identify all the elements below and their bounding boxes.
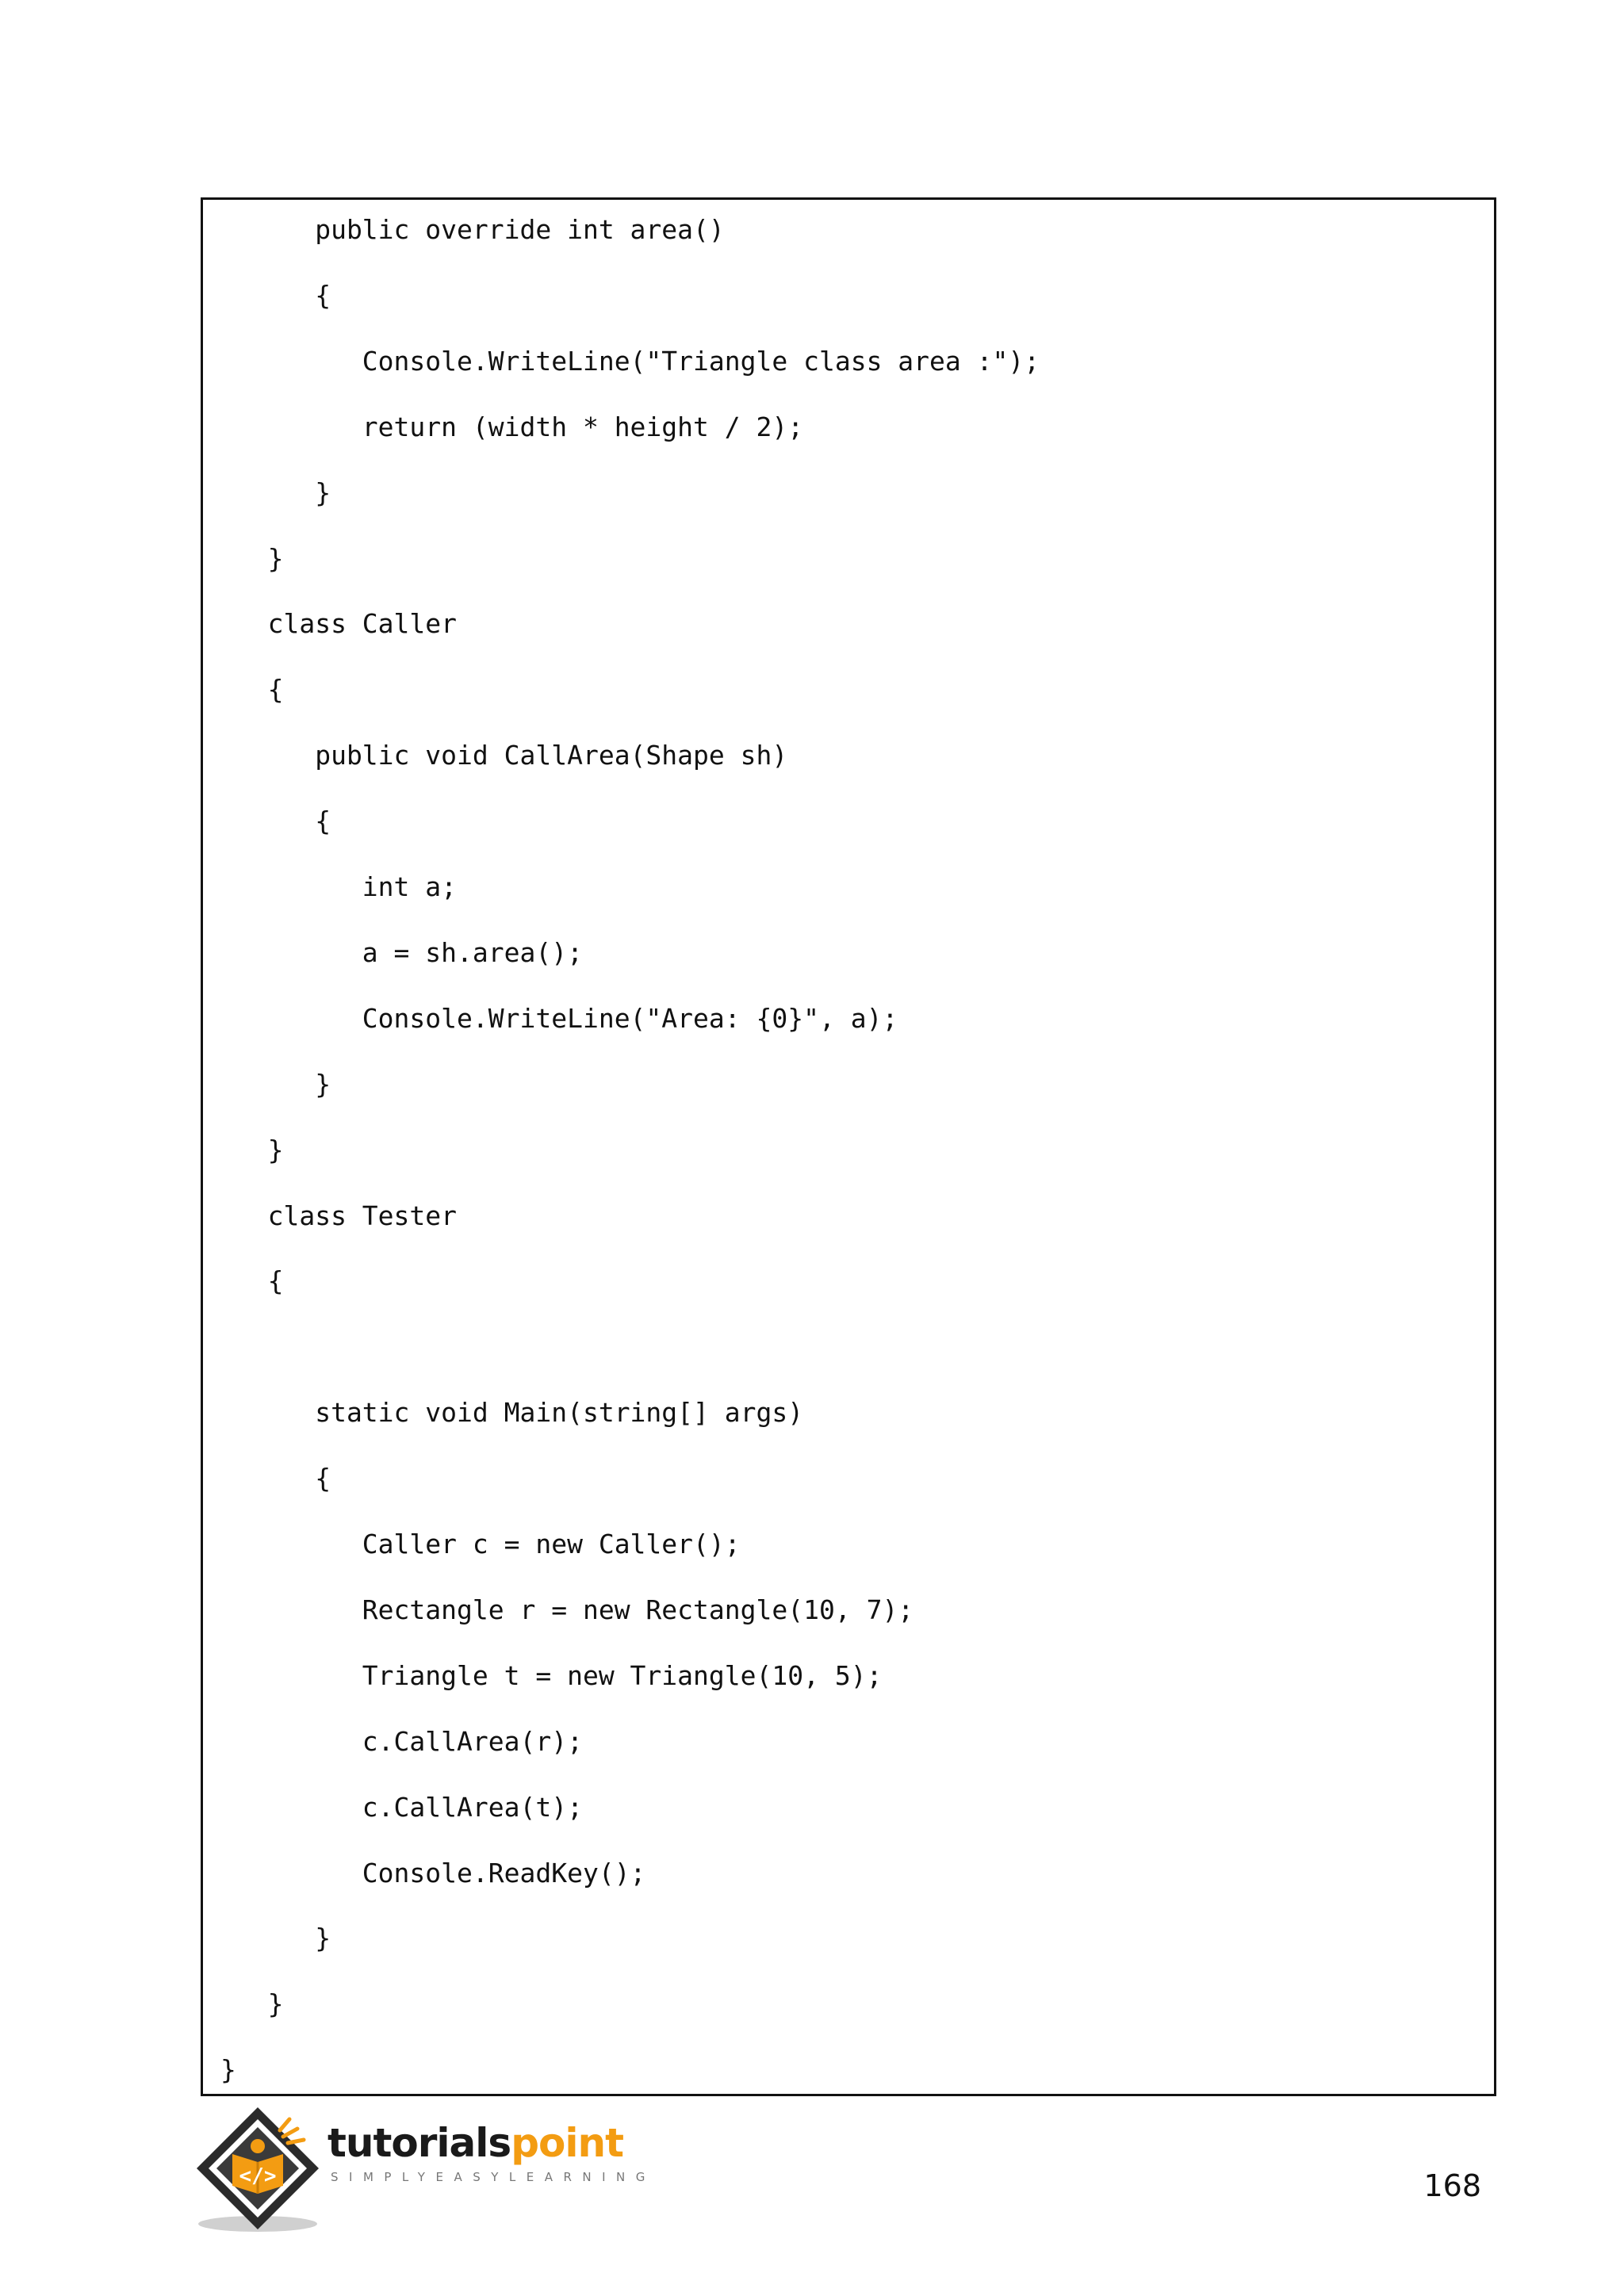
code-line: { (220, 1463, 331, 1494)
tutorialspoint-logo (194, 2105, 654, 2240)
code-line: { (220, 279, 331, 311)
code-line: static void Main(string[] args) (220, 1397, 804, 1429)
logo-wordmark (327, 2119, 623, 2167)
code-line: Console.WriteLine("Area: {0}", a); (220, 1002, 898, 1034)
code-line: } (220, 1068, 331, 1100)
code-line: } (220, 2054, 236, 2086)
code-line: public void CallArea(Shape sh) (220, 740, 788, 771)
code-block (201, 197, 1496, 2096)
logo-tagline: SIMPLYEASYLEARNING (331, 2170, 656, 2184)
code-line: { (220, 674, 284, 706)
page-number: 168 (1423, 2168, 1481, 2203)
code-line: Console.WriteLine("Triangle class area :"); (220, 345, 1040, 377)
code-line: a = sh.area(); (220, 936, 583, 968)
code-line: c.CallArea(r); (220, 1725, 583, 1757)
code-line: { (220, 806, 331, 837)
code-line: class Caller (220, 608, 458, 640)
code-line: } (220, 1134, 284, 1165)
code-line: int a; (220, 871, 458, 902)
code-line: Caller c = new Caller(); (220, 1529, 741, 1559)
logo-diamond-icon (194, 2105, 329, 2240)
code-line: } (220, 476, 331, 508)
logo-word-main: tutorials (327, 2120, 511, 2166)
code-line: return (width * height / 2); (220, 411, 804, 442)
code-line: Rectangle r = new Rectangle(10, 7); (220, 1594, 914, 1625)
code-line: c.CallArea(t); (220, 1791, 583, 1823)
svg-text:</>: </> (239, 2164, 277, 2188)
code-line: { (220, 1265, 284, 1297)
logo-word-accent: point (511, 2120, 623, 2166)
code-line: Console.ReadKey(); (220, 1857, 646, 1888)
code-line: } (220, 1923, 331, 1954)
code-line: class Tester (220, 1200, 458, 1231)
code-line: Triangle t = new Triangle(10, 5); (220, 1659, 883, 1691)
code-line: public override int area() (220, 214, 725, 245)
code-line: } (220, 542, 284, 574)
code-line: } (220, 1988, 284, 2020)
